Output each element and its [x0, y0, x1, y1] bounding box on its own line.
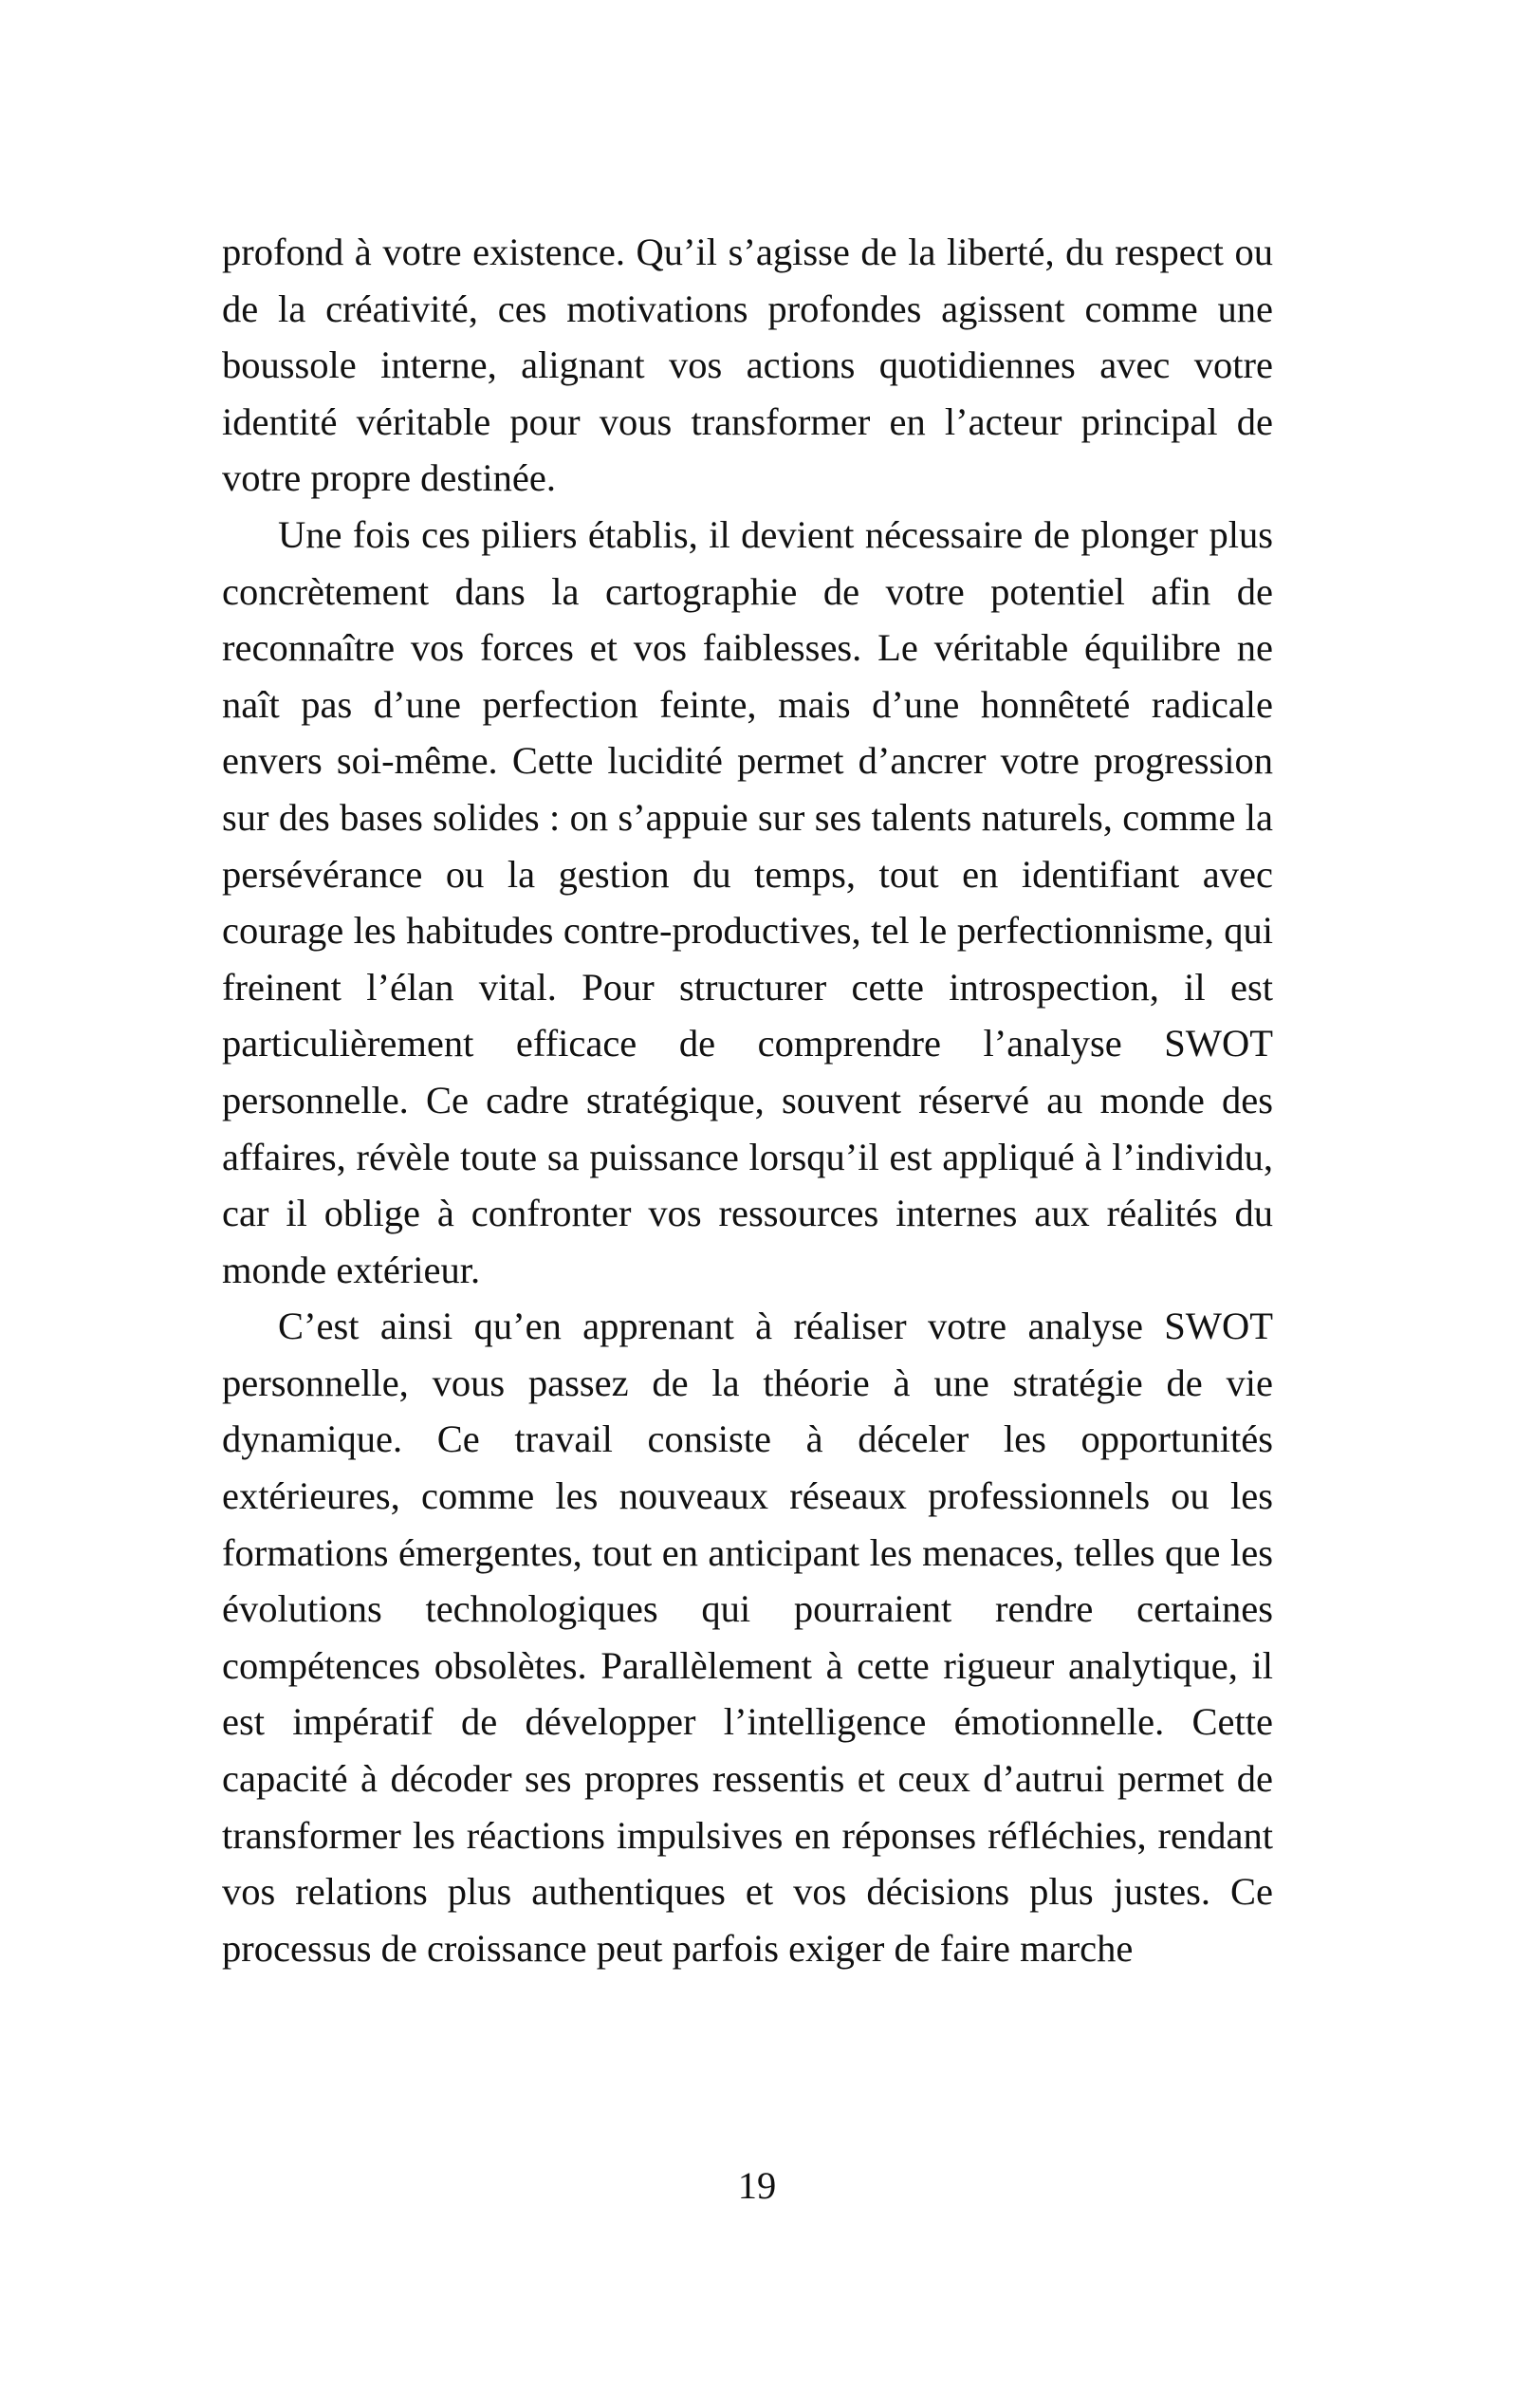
paragraph-2: Une fois ces piliers établis, il devient nécessaire de plonger plus concrètement dans la cartographie de votre potentiel afin de reconnaître vos forces et vos faiblesses. Le véritable équilibre ne naît pas d’une perfection feinte, mais d’une honnêteté radicale envers soi-même. Cette lucidité permet d’ancrer votre progression sur des bases solides : on s’appuie sur ses talents naturels, comme la persévérance ou la gestion du temps, tout en identifiant avec courage les habitudes contre-productives, tel le perfectionnisme, qui freinent l’élan vital. Pour structurer cette introspection, il est particulièrement efficace de comprendre l’analyse SWOT personnelle. Ce cadre stratégique, souvent réservé au monde des affaires, révèle toute sa puissance lorsqu’il est appliqué à l’individu, car il oblige à confronter vos ressources internes aux réalités du monde extérieur.: [222, 512, 1273, 1291]
paragraph-3: C’est ainsi qu’en apprenant à réaliser votre analyse SWOT personnelle, vous passez de la théorie à une stratégie de vie dynamique. Ce travail consiste à déceler les opportunités extérieures, comme les nouveaux réseaux professionnels ou les formations émergentes, tout en anticipant les menaces, telles que les évolutions technologiques qui pourraient rendre certaines compétences obsolètes. Parallèlement à cette rigueur analytique, il est impératif de développer l’intelligence émotionnelle. Cette capacité à décoder ses propres ressentis et ceux d’autrui permet de transformer les réactions impulsives en réponses réfléchies, rendant vos relations plus authentiques et vos décisions plus justes. Ce processus de croissance peut parfois exiger de faire marche: [222, 1305, 1273, 1970]
paragraph-1: profond à votre existence. Qu’il s’agisse de la liberté, du respect ou de la créativité, ces motivations profondes agissent comme une boussole interne, alignant vos actions quotidiennes avec votre identité véritable pour vous transformer en l’acteur principal de votre propre destinée.: [222, 231, 1273, 500]
page-number: 19: [737, 2164, 777, 2207]
body-text: [222, 224, 1273, 1976]
